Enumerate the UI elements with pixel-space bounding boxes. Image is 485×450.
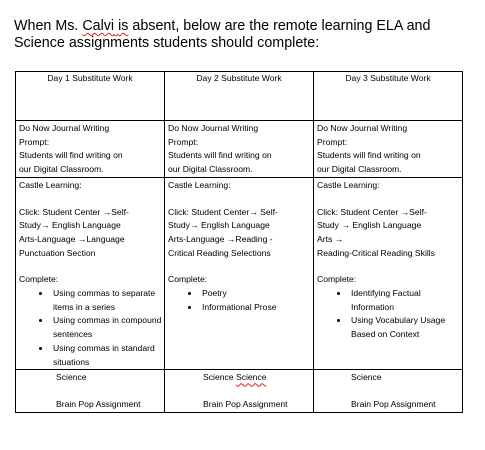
journal-line: Do Now Journal Writing bbox=[317, 123, 408, 133]
journal-line: our Digital Classroom. bbox=[168, 164, 253, 175]
task-item: • Identifying Factual Information bbox=[349, 287, 460, 314]
day2-header: Day 2 Substitute Work bbox=[165, 72, 314, 121]
complete-label: Complete: bbox=[168, 274, 208, 285]
task-item: • Poetry bbox=[200, 287, 311, 301]
intro-paragraph bbox=[14, 18, 474, 52]
click-line: Arts-Language →Reading - bbox=[168, 233, 273, 244]
click-line: Click: Student Center →Self- bbox=[317, 206, 427, 217]
teacher-name: Calvi bbox=[82, 18, 115, 34]
day2-science-cell bbox=[165, 370, 314, 412]
journal-line: Students will find writing on bbox=[168, 150, 272, 161]
day3-header: Day 3 Substitute Work bbox=[314, 72, 463, 121]
day1-castle-cell bbox=[16, 177, 165, 369]
intro-text-start: When Ms. bbox=[14, 18, 83, 34]
day1-journal-cell bbox=[16, 121, 165, 178]
science-row bbox=[16, 370, 463, 412]
click-line: Critical Reading Selections bbox=[168, 247, 271, 258]
journal-line: Do Now Journal Writing bbox=[19, 123, 110, 133]
click-line: Arts → bbox=[317, 233, 344, 244]
brainpop-label: Brain Pop Assignment bbox=[351, 398, 436, 409]
day3-task-list bbox=[317, 287, 460, 342]
journal-line: Do Now Journal Writing bbox=[168, 123, 259, 133]
castle-label: Castle Learning: bbox=[19, 179, 82, 190]
day3-journal-cell bbox=[314, 121, 463, 178]
castle-label: Castle Learning: bbox=[168, 179, 231, 190]
journal-line: Prompt: bbox=[317, 136, 348, 147]
click-line: Click: Student Center→ Self- bbox=[168, 206, 278, 217]
castle-row bbox=[16, 177, 463, 369]
science-line bbox=[168, 371, 311, 385]
journal-line: Prompt: bbox=[19, 136, 50, 147]
task-item: • Using commas in compound sentences bbox=[51, 314, 162, 341]
click-line: Study→ English Language bbox=[168, 220, 270, 231]
day1-science-cell bbox=[16, 370, 165, 412]
complete-label: Complete: bbox=[317, 274, 357, 285]
intro-is-word: is bbox=[118, 18, 129, 34]
click-line: Punctuation Section bbox=[19, 247, 96, 258]
assignment-table bbox=[15, 71, 463, 413]
day2-task-list bbox=[168, 287, 311, 314]
task-item: • Using commas in standard situations bbox=[51, 342, 162, 369]
journal-row bbox=[16, 121, 463, 178]
intro-text-end: absent, below are the remote learning ELA and Science assignments students should complete: bbox=[14, 18, 431, 51]
journal-line: Prompt: bbox=[168, 136, 199, 147]
journal-line: Students will find writing on bbox=[317, 150, 421, 161]
task-item: • Informational Prose bbox=[200, 301, 311, 315]
day2-castle-cell bbox=[165, 177, 314, 369]
header-row bbox=[16, 72, 463, 121]
click-line: Click: Student Center →Self- bbox=[19, 206, 129, 217]
day3-castle-cell bbox=[314, 177, 463, 369]
science-label: Science bbox=[203, 372, 234, 383]
science-label: Science bbox=[351, 372, 382, 383]
science-repeat: Science bbox=[235, 372, 267, 383]
click-line: Study → English Language bbox=[317, 220, 422, 231]
journal-line: our Digital Classroom. bbox=[19, 164, 104, 175]
brainpop-label: Brain Pop Assignment bbox=[203, 398, 288, 409]
complete-label: Complete: bbox=[19, 274, 59, 285]
click-line: Study→ English Language bbox=[19, 220, 121, 231]
castle-label: Castle Learning: bbox=[317, 179, 380, 190]
click-line: Reading-Critical Reading Skills bbox=[317, 247, 435, 258]
science-label: Science bbox=[56, 372, 87, 383]
task-item: • Using Vocabulary Usage Based on Context bbox=[349, 314, 460, 341]
day1-task-list bbox=[19, 287, 162, 369]
journal-line: our Digital Classroom. bbox=[317, 164, 402, 175]
journal-line: Students will find writing on bbox=[19, 150, 123, 161]
task-item: • Using commas to separate items in a series bbox=[51, 287, 162, 314]
brainpop-label: Brain Pop Assignment bbox=[56, 398, 141, 409]
day3-science-cell bbox=[314, 370, 463, 412]
click-line: Arts-Language →Language bbox=[19, 233, 125, 244]
day1-header: Day 1 Substitute Work bbox=[16, 72, 165, 121]
day2-journal-cell bbox=[165, 121, 314, 178]
